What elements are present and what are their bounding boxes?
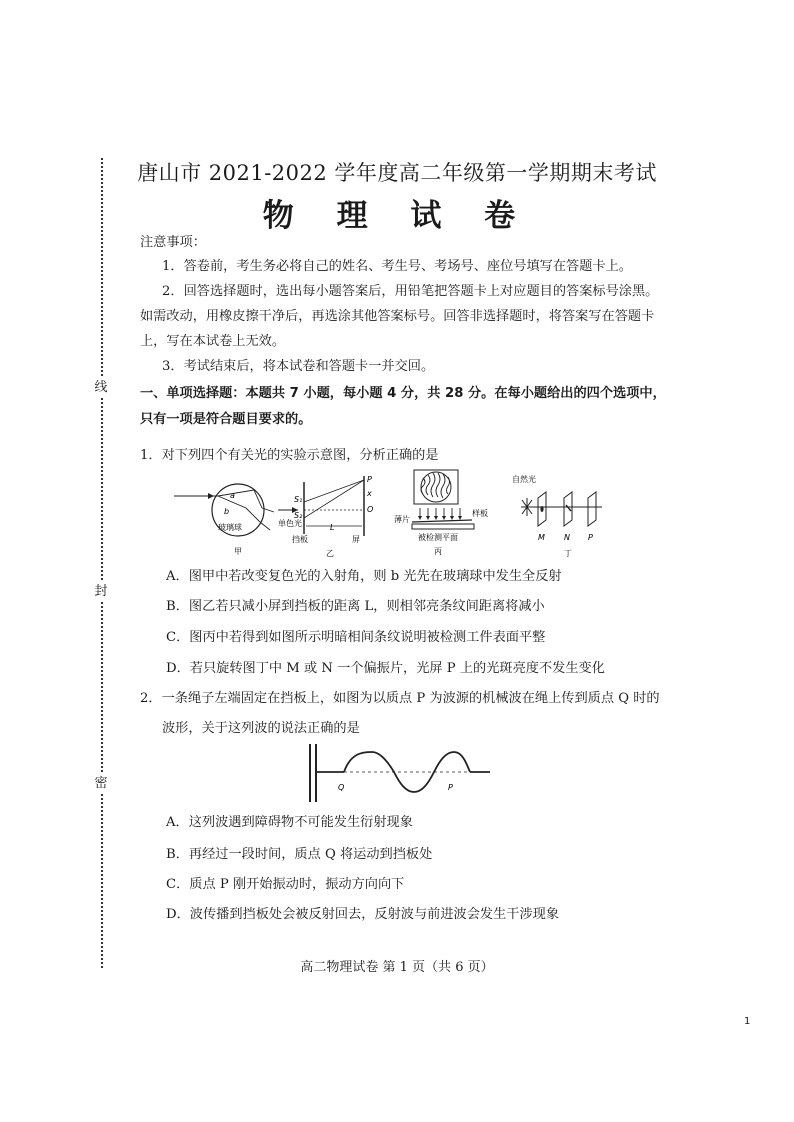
q1-option-c: C．图丙中若得到如图所示明暗相间条纹说明被检测工件表面平整	[166, 630, 546, 645]
notice-item-3: 3．考试结束后，将本试卷和答题卡一并交回。	[162, 359, 435, 374]
section-1-heading-line-1: 一、单项选择题：本题共 7 小题，每小题 4 分，共 28 分。在每小题给出的四个选项中，	[140, 386, 666, 401]
yi-label-s2: S₂	[294, 511, 303, 520]
bing-label-sample: 样板	[472, 509, 488, 518]
ding-label-P: P	[588, 533, 593, 542]
q2-option-c: C．质点 P 刚开始振动时，振动方向向下	[166, 877, 405, 892]
yi-label-light: 单色光	[278, 519, 302, 528]
yi-label-P: P	[367, 475, 372, 484]
yi-label-x: x	[367, 489, 372, 498]
margin-label-xian: 线	[91, 378, 111, 398]
q2-option-d: D．波传播到挡板处会被反射回去，反射波与前进波会发生干涉现象	[166, 907, 560, 922]
natural-light-star-icon	[521, 498, 533, 516]
q1-option-d: D．若只旋转图丁中 M 或 N 一个偏振片，光屏 P 上的光斑亮度不发生变化	[166, 661, 605, 676]
yi-label-screen: 屏	[352, 535, 360, 544]
notice-item-1: 1．答卷前，考生务必将自己的姓名、考生号、考场号、座位号填写在答题卡上。	[162, 259, 632, 274]
wave-label-P: P	[448, 783, 453, 792]
margin-label-feng: 封	[91, 582, 111, 602]
notice-heading: 注意事项：	[140, 235, 206, 250]
ding-label-N: N	[564, 533, 570, 542]
notice-item-2-line-3: 上，写在本试卷上无效。	[140, 334, 286, 349]
bing-caption: 丙	[434, 547, 442, 556]
figure-ding	[512, 474, 602, 558]
exam-title: 唐山市 2021-2022 学年度高二年级第一学期期末考试	[137, 161, 657, 185]
q1-figure-svg	[166, 468, 626, 560]
q2-option-b: B．再经过一段时间，质点 Q 将运动到挡板处	[166, 847, 433, 862]
yi-label-s1: S₁	[294, 495, 303, 504]
figure-jia	[174, 484, 274, 556]
q2-option-a: A．这列波遇到障碍物不可能发生衍射现象	[166, 815, 413, 830]
wave-label-Q: Q	[338, 783, 345, 792]
jia-caption: 甲	[234, 547, 242, 556]
bing-label-plane: 被检测平面	[418, 533, 458, 542]
ding-label-M: M	[538, 533, 545, 542]
ding-label-light: 自然光	[512, 475, 536, 484]
ding-caption: 丁	[564, 549, 572, 558]
page-footer: 高二物理试卷 第 1 页（共 6 页）	[300, 960, 494, 975]
q1-option-a: A．图甲中若改变复色光的入射角，则 b 光先在玻璃球中发生全反射	[166, 569, 562, 584]
notice-item-2-line-2: 如需改动，用橡皮擦干净后，再选涂其他答案标号。回答非选择题时，将答案写在答题卡	[140, 309, 655, 324]
yi-label-L: L	[330, 523, 335, 532]
q1-figure	[166, 468, 626, 560]
notice-item-2-line-1: 2．回答选择题时，选出每小题答案后，用铅笔把答题卡上对应题目的答案标号涂黑。	[162, 284, 659, 299]
yi-label-O: O	[367, 505, 374, 514]
q2-stem-line-2: 波形，关于这列波的说法正确的是	[162, 721, 360, 736]
yi-caption: 乙	[326, 549, 334, 558]
margin-label-mi: 密	[91, 774, 111, 794]
binding-dotted-line	[101, 158, 103, 968]
jia-label-ball: 玻璃球	[218, 523, 242, 532]
q2-wave-figure	[304, 742, 494, 804]
bing-label-thin: 薄片	[394, 515, 410, 524]
page-number: 1	[744, 1016, 751, 1027]
q2-wave-svg	[304, 742, 494, 804]
figure-yi	[278, 475, 373, 558]
q1-stem: 1．对下列四个有关光的实验示意图，分析正确的是	[140, 448, 439, 463]
jia-label-b: b	[224, 507, 230, 516]
q2-stem-line-1: 2．一条绳子左端固定在挡板上，如图为以质点 P 为波源的机械波在绳上传到质点 Q 时的	[140, 691, 660, 706]
subject-title: 物 理 试 卷	[262, 198, 532, 234]
jia-label-a: a	[230, 491, 235, 500]
q1-option-b: B．图乙若只减小屏到挡板的距离 L，则相邻亮条纹间距离将减小	[166, 599, 545, 614]
figure-bing	[394, 470, 488, 556]
section-1-heading-line-2: 只有一项是符合题目要求的。	[140, 412, 312, 427]
yi-label-baffle: 挡板	[292, 535, 308, 544]
